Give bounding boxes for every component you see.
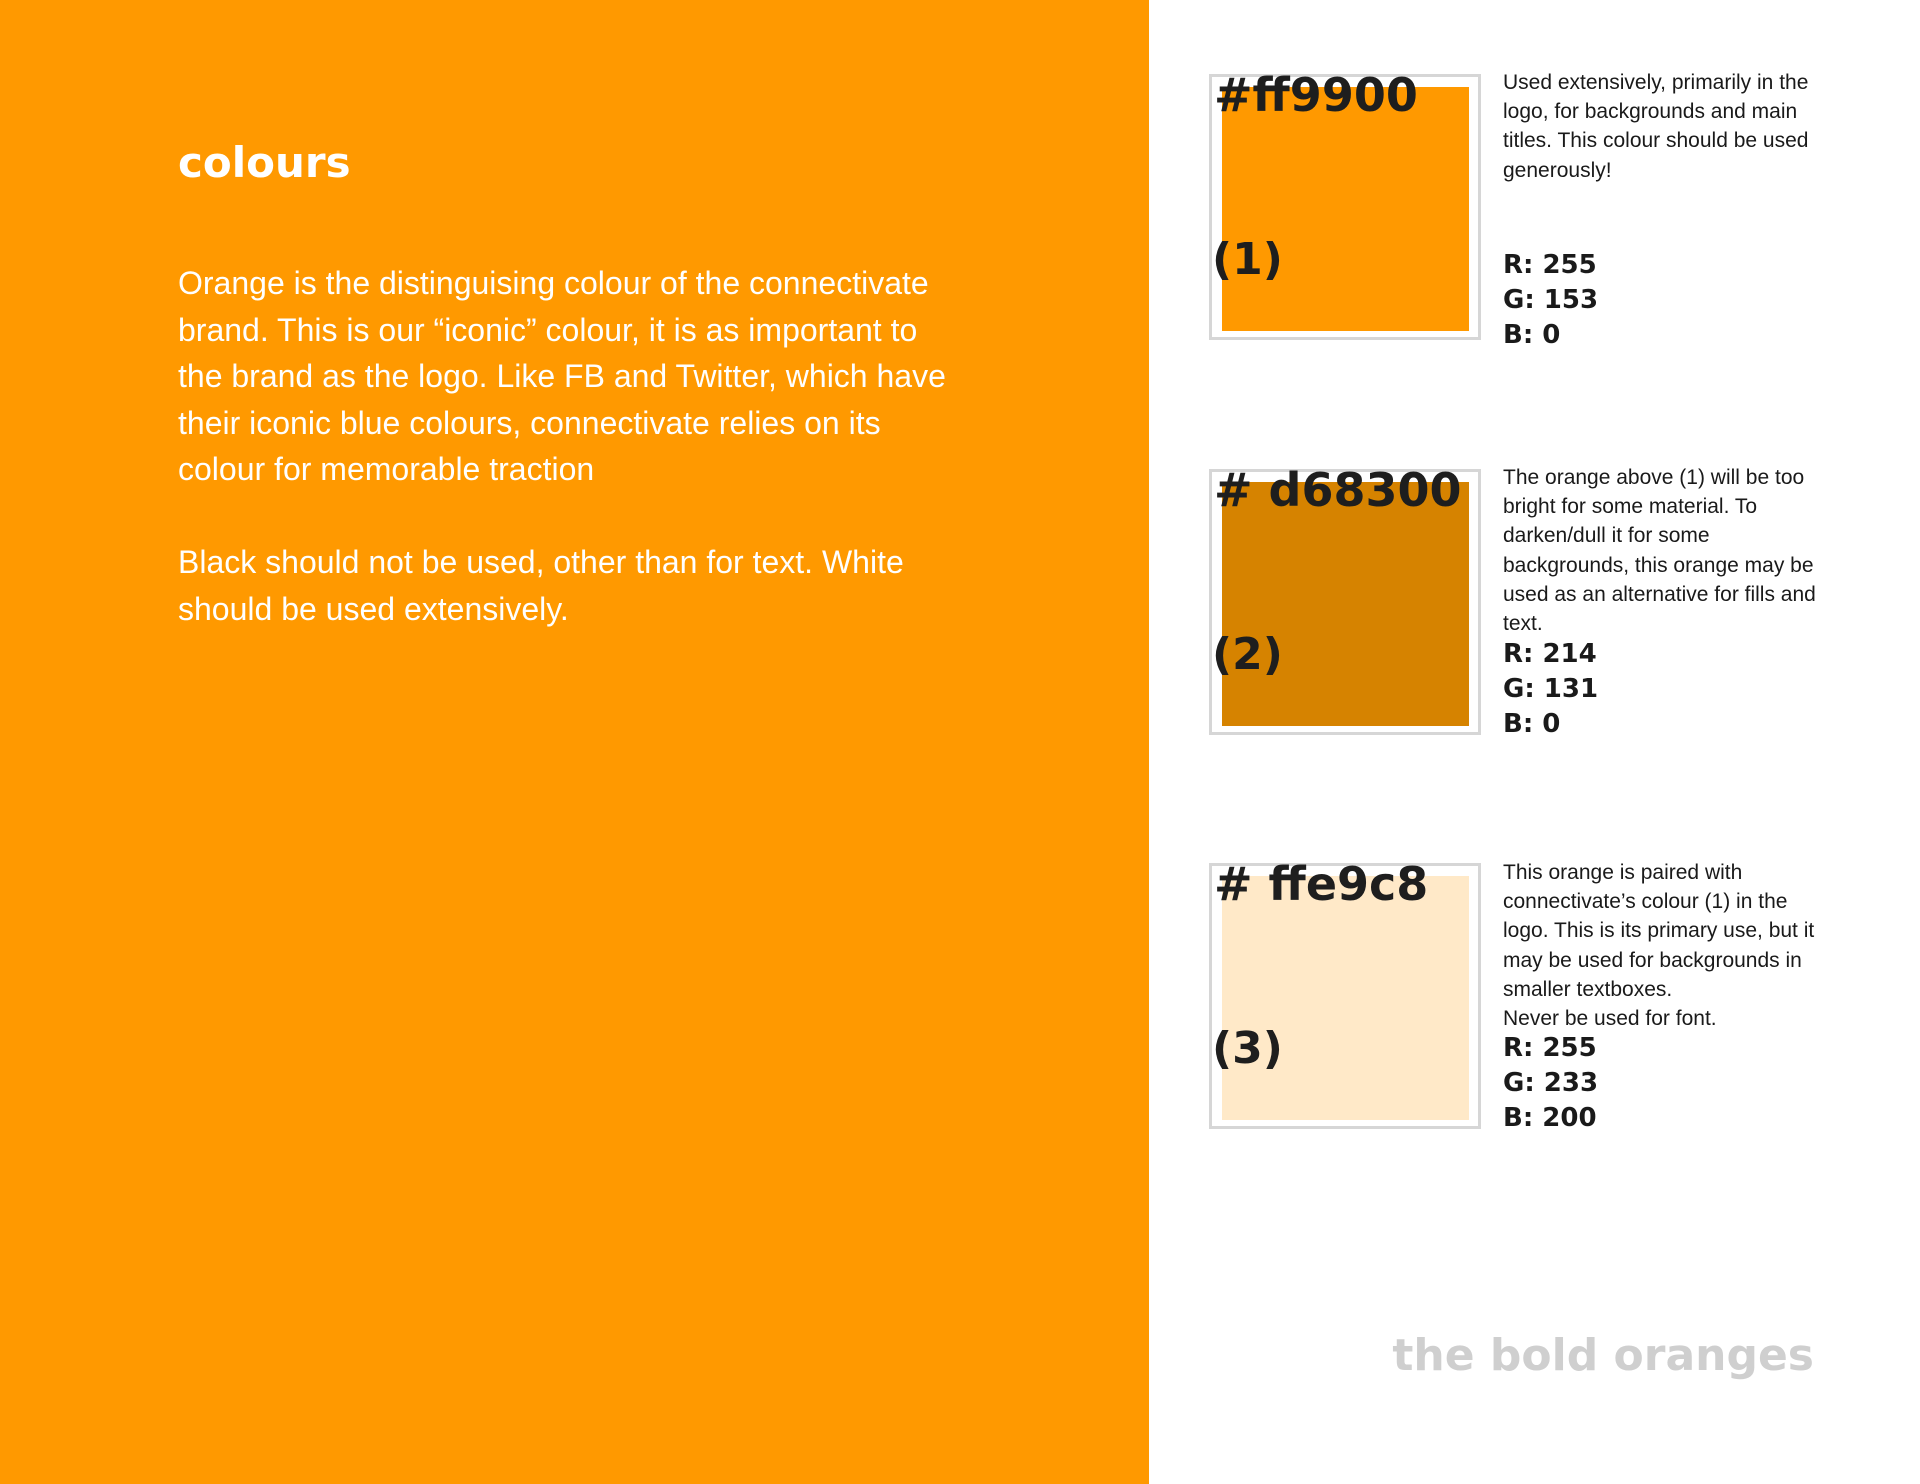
swatch-3-green-value: G: 233 <box>1503 1068 1599 1098</box>
swatch-2-hex-label: # d68300 <box>1214 463 1462 517</box>
swatch-2-blue-value: B: 0 <box>1503 709 1561 739</box>
swatch-2-frame <box>1209 463 1481 735</box>
swatch-2-rgb <box>1503 637 1598 742</box>
swatch-1-red-value: R: 255 <box>1503 250 1597 280</box>
swatch-1-number: (1) <box>1212 234 1283 285</box>
swatch-3-description-line-1: This orange is paired with connectivate’s colour (1) in the logo. This is its primary use, but it may be used for backgrounds in smaller textboxes. <box>1503 861 1815 1001</box>
swatch-2-color <box>1222 482 1469 726</box>
footer-label: the bold oranges <box>1392 1330 1814 1381</box>
swatch-3-frame <box>1209 857 1481 1129</box>
swatch-3-red-value: R: 255 <box>1503 1033 1597 1063</box>
swatch-1-green-value: G: 153 <box>1503 285 1599 315</box>
swatch-3-hex-label: # ffe9c8 <box>1214 857 1429 911</box>
swatch-2-red-value: R: 214 <box>1503 639 1597 669</box>
swatch-3-rgb <box>1503 1031 1598 1136</box>
swatch-1-frame <box>1209 68 1481 340</box>
swatch-1-hex-label: #ff9900 <box>1214 68 1418 122</box>
intro-text <box>178 260 948 679</box>
swatch-3-color <box>1222 876 1469 1120</box>
swatch-3-number: (3) <box>1212 1023 1283 1074</box>
page-title: colours <box>178 138 351 187</box>
swatch-2-green-value: G: 131 <box>1503 674 1599 704</box>
intro-paragraph-1: Orange is the distinguising colour of the connectivate brand. This is our “iconic” colour, it is as important to the brand as the logo. Like FB and Twitter, which have their iconic blue colours, connectivate relies on its colour for memorable traction <box>178 265 946 487</box>
swatch-1-blue-value: B: 0 <box>1503 320 1561 350</box>
swatch-2-description: The orange above (1) will be too bright for some material. To darken/dull it for some backgrounds, this orange may be used as an alternative for fills and text. <box>1503 466 1816 636</box>
swatch-2-number: (2) <box>1212 629 1283 680</box>
swatch-3-description-line-2: Never be used for font. <box>1503 1007 1717 1031</box>
intro-paragraph-2: Black should not be used, other than for text. White should be used extensively. <box>178 544 904 627</box>
swatch-1-description: Used extensively, primarily in the logo, for backgrounds and main titles. This colour should be used generously! <box>1503 71 1809 182</box>
swatch-1-color <box>1222 87 1469 331</box>
swatch-1-rgb <box>1503 248 1598 353</box>
swatch-3-description <box>1503 858 1833 1033</box>
swatch-3-blue-value: B: 200 <box>1503 1103 1597 1133</box>
